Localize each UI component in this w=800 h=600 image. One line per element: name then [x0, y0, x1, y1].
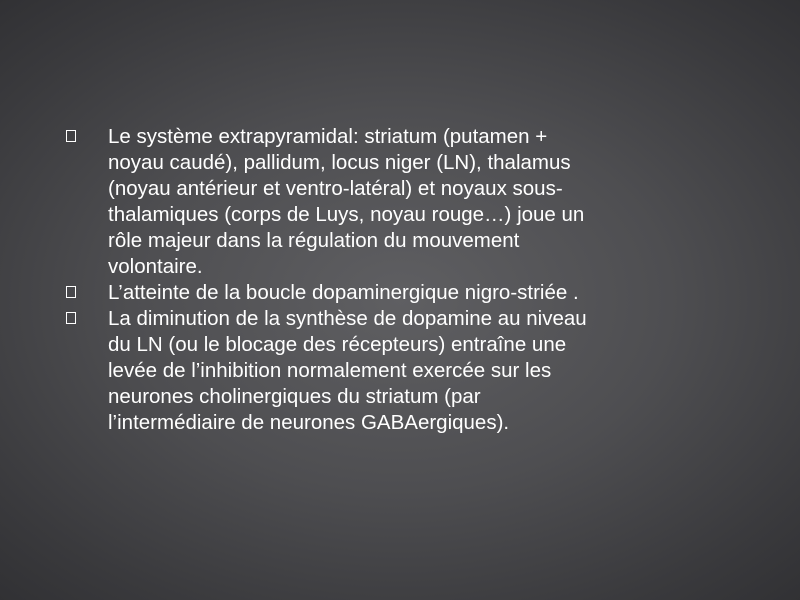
bullet-text: Le système extrapyramidal: striatum (putamen + noyau caudé), pallidum, locus niger (LN), thalamus (noyau antérieur et ventro-latéral) et noyaux sous- thalamiques (corps de Luys, noyau rouge…) joue un rôle majeur dans la régulation du mouvement volontaire.: [108, 125, 585, 278]
empty-square-icon: [66, 312, 76, 324]
empty-square-icon: [66, 286, 76, 298]
bullet-item: [66, 124, 726, 280]
empty-square-icon: [66, 130, 76, 142]
bullet-text: La diminution de la synthèse de dopamine au niveau du LN (ou le blocage des récepteurs) entraîne une levée de l’inhibition normalement exercée sur les neurones cholinergiques du striatum (par l’intermédiaire de neurones GABAergiques).: [108, 307, 587, 434]
bullet-item: [66, 306, 726, 436]
bullet-list: [66, 124, 726, 436]
bullet-text: L’atteinte de la boucle dopaminergique nigro-striée .: [108, 281, 579, 304]
bullet-item: [66, 280, 726, 306]
